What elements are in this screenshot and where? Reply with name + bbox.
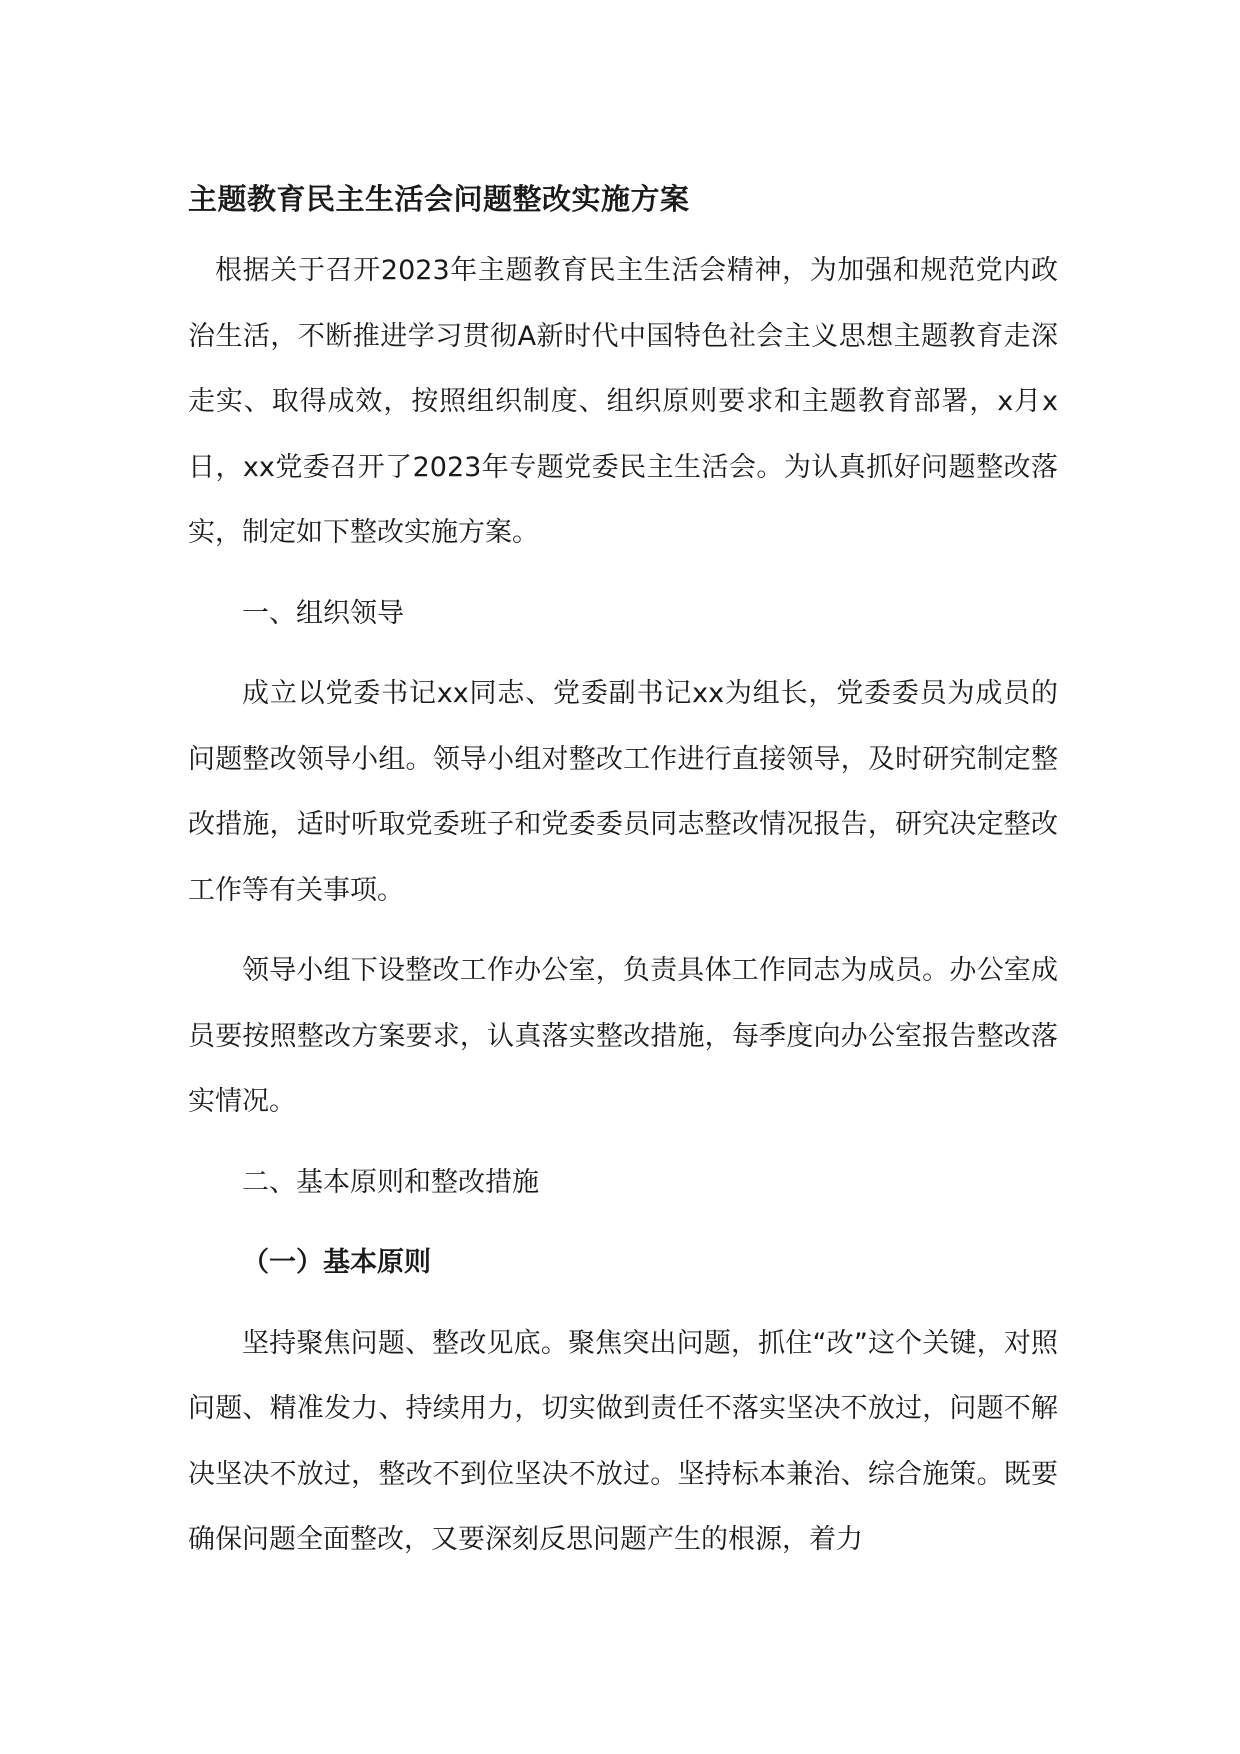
section1-paragraph-1: 成立以党委书记xx同志、党委副书记xx为组长，党委委员为成员的问题整改领导小组。领导小组对整改工作进行直接领导，及时研究制定整改措施，适时听取党委班子和党委委员同志整改情况报告，研究决定整改工作等有关事项。	[188, 678, 1058, 906]
section-heading-principles: 二、基本原则和整改措施	[242, 1166, 539, 1198]
document-title: 主题教育民主生活会问题整改实施方案	[188, 182, 690, 216]
section2-paragraph-1: 坚持聚焦问题、整改见底。聚焦突出问题，抓住“改”这个关键，对照问题、精准发力、持续用力，切实做到责任不落实坚决不放过，问题不解决坚决不放过，整改不到位坚决不放过。坚持标本兼治、综合施策。既要确保问题全面整改，又要深刻反思问题产生的根源，着力	[188, 1327, 1058, 1555]
subsection-heading-basic-principles: （一）基本原则	[242, 1247, 431, 1278]
document-body	[188, 170, 1058, 1573]
intro-paragraph: 根据关于召开2023年主题教育民主生活会精神，为加强和规范党内政治生活，不断推进学习贯彻A新时代中国特色社会主义思想主题教育走深走实、取得成效，按照组织制度、组织原则要求和主题教育部署，x月x日，xx党委召开了2023年专题党委民主生活会。为认真抓好问题整改落实，制定如下整改实施方案。	[188, 255, 1058, 548]
section-heading-organization: 一、组织领导	[242, 597, 404, 629]
section1-paragraph-2: 领导小组下设整改工作办公室，负责具体工作同志为成员。办公室成员要按照整改方案要求，认真落实整改措施，每季度向办公室报告整改落实情况。	[188, 955, 1058, 1117]
